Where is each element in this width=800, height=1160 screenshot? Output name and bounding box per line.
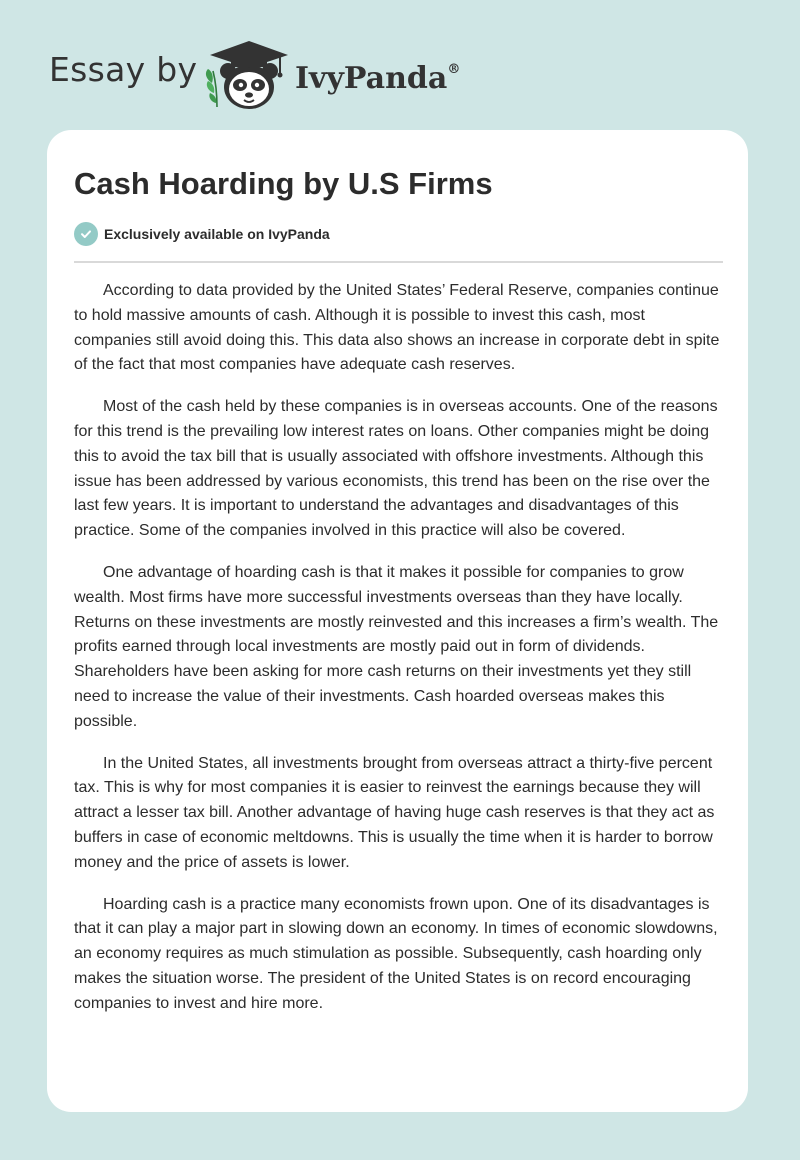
paragraph: According to data provided by the United States’ Federal Reserve, companies continue to hold massive amounts of cash. Although it is possible to invest this cash, most companies still avoid doing this. This data also shows an increase in corporate debt in spite of the fact that most companies have adequate cash reserves. <box>74 282 720 374</box>
brand-name-text: IvyPanda <box>295 61 448 96</box>
paragraph: Most of the cash held by these companies is in overseas accounts. One of the reasons for this trend is the prevailing low interest rates on loans. Other companies might be doing this to avoid the tax bill that is usually associated with offshore investments. Although this issue has been addressed by various economists, this trend has been on the rise over the last few years. It is important to understand the advantages and disadvantages of this practice. Some of the companies involved in this practice will also be covered. <box>74 398 718 540</box>
paragraph: In the United States, all investments brought from overseas attract a thirty-five percent tax. This is why for most companies it is easier to reinvest the earnings because they will attract a lesser tax bill. Another advantage of having huge cash reserves is that they act as buffers in case of economic meltdowns. This is usually the time when it is harder to borrow money and the price of assets is lower. <box>74 754 715 871</box>
exclusive-badge <box>74 222 330 246</box>
divider <box>74 261 723 263</box>
check-circle-icon <box>74 222 98 246</box>
paragraph: Hoarding cash is a practice many economists frown upon. One of its disadvantages is that it can play a major part in slowing down an economy. In times of economic slowdowns, an economy requires as much stimulation as possible. Subsequently, cash hoarding only makes the situation worse. The president of the United States is on record encouraging companies to invest and hire more. <box>74 895 718 1012</box>
panda-graduate-icon[interactable] <box>200 35 292 111</box>
registered-mark: ® <box>447 62 461 77</box>
essay-card <box>47 130 748 1112</box>
brand-prefix: Essay by <box>49 50 198 89</box>
page-title: Cash Hoarding by U.S Firms <box>74 166 493 201</box>
badge-text: Exclusively available on IvyPanda <box>104 226 330 242</box>
brand-name[interactable] <box>295 56 460 97</box>
essay-body <box>74 279 724 1034</box>
paragraph: One advantage of hoarding cash is that it makes it possible for companies to grow wealth. Most firms have more successful investments overseas than they have locally. Returns on these investments are mostly reinvested and this increases a firm’s wealth. The profits earned through local investments are mostly paid out in form of dividends. Shareholders have been asking for more cash returns on their investments yet they still need to increase the value of their investments. Cash hoarded overseas makes this possible. <box>74 563 719 730</box>
site-header <box>0 0 800 120</box>
